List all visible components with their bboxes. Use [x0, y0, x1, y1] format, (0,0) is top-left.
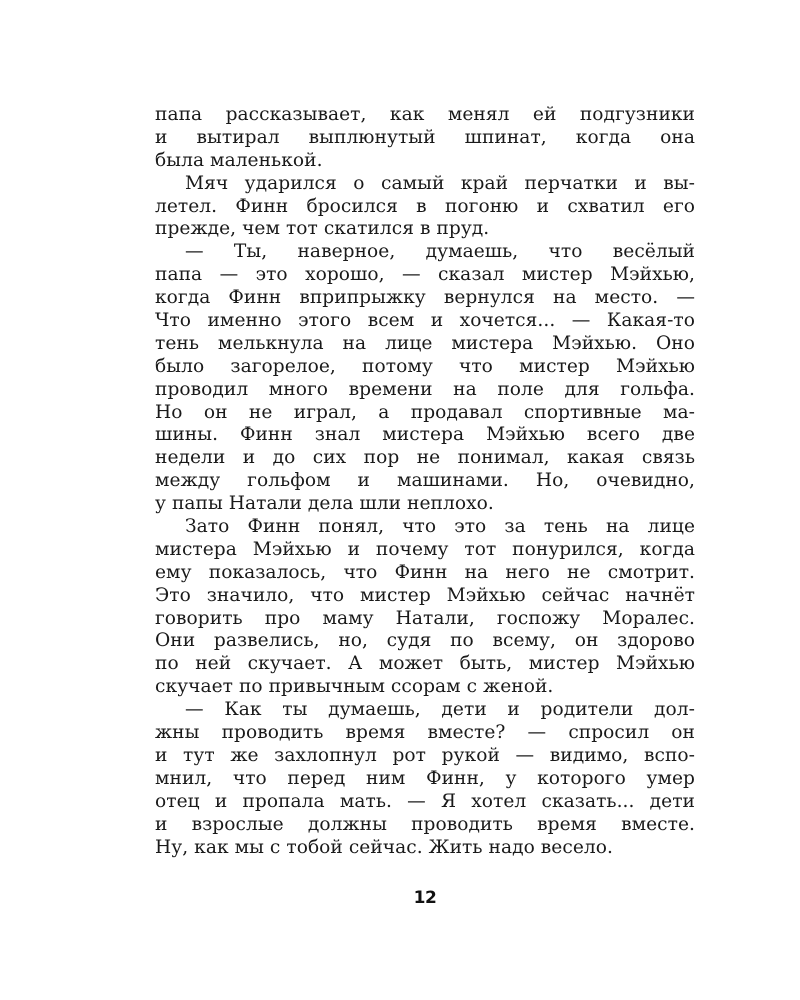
text-line: ему показалось, что Финн на него не смотрит. — [155, 561, 695, 583]
text-line: и взрослые должны проводить время вместе. — [155, 813, 695, 835]
text-line: Мяч ударился о самый край перчатки и вы- — [185, 172, 695, 194]
text-line: Это значило, что мистер Мэйхью сейчас начнёт — [155, 584, 695, 606]
text-line: у папы Натали дела шли неплохо. — [155, 493, 494, 515]
text-line: между гольфом и машинами. Но, очевидно, — [155, 470, 695, 492]
text-line: летел. Финн бросился в погоню и схватил его — [155, 195, 695, 217]
text-line: — Ты, наверное, думаешь, что весёлый — [185, 241, 695, 263]
text-line: и тут же захлопнул рот рукой — видимо, вспо- — [155, 744, 695, 766]
text-line: недели и до сих пор не понимал, какая связь — [155, 447, 695, 469]
text-line: Но он не играл, а продавал спортивные ма- — [155, 401, 695, 423]
text-line: Зато Финн понял, что это за тень на лице — [185, 516, 695, 538]
text-line: мистера Мэйхью и почему тот понурился, когда — [155, 538, 695, 560]
text-line: Они развелись, но, судя по всему, он здорово — [155, 630, 695, 652]
text-line: скучает по привычным ссорам с женой. — [155, 676, 554, 698]
text-line: когда Финн вприпрыжку вернулся на место. — — [155, 287, 695, 309]
text-line: мнил, что перед ним Финн, у которого умер — [155, 767, 695, 789]
text-line: отец и пропала мать. — Я хотел сказать... дети — [155, 790, 695, 812]
text-line: говорить про маму Натали, госпожу Моралес. — [155, 607, 695, 629]
text-line: и вытирал выплюнутый шпинат, когда она — [155, 126, 695, 148]
text-line: тень мелькнула на лице мистера Мэйхью. Оно — [155, 332, 695, 354]
text-line: папа рассказывает, как менял ей подгузники — [155, 104, 695, 125]
page-number: 12 — [413, 888, 437, 908]
text-line: проводил много времени на поле для гольфа. — [155, 378, 695, 400]
text-line: Что именно этого всем и хочется... — Какая-то — [155, 310, 695, 332]
body-text — [155, 104, 695, 859]
text-line: жны проводить время вместе? — спросил он — [155, 722, 695, 744]
text-line: прежде, чем тот скатился в пруд. — [155, 218, 490, 240]
text-line: папа — это хорошо, — сказал мистер Мэйхью, — [155, 264, 695, 286]
text-line: шины. Финн знал мистера Мэйхью всего две — [155, 424, 695, 446]
text-line: — Как ты думаешь, дети и родители дол- — [185, 699, 695, 721]
text-line: была маленькой. — [155, 149, 323, 171]
text-line: по ней скучает. А может быть, мистер Мэйхью — [155, 653, 695, 675]
text-line: Ну, как мы с тобой сейчас. Жить надо весело. — [155, 836, 613, 858]
text-line: было загорелое, потому что мистер Мэйхью — [155, 355, 695, 377]
